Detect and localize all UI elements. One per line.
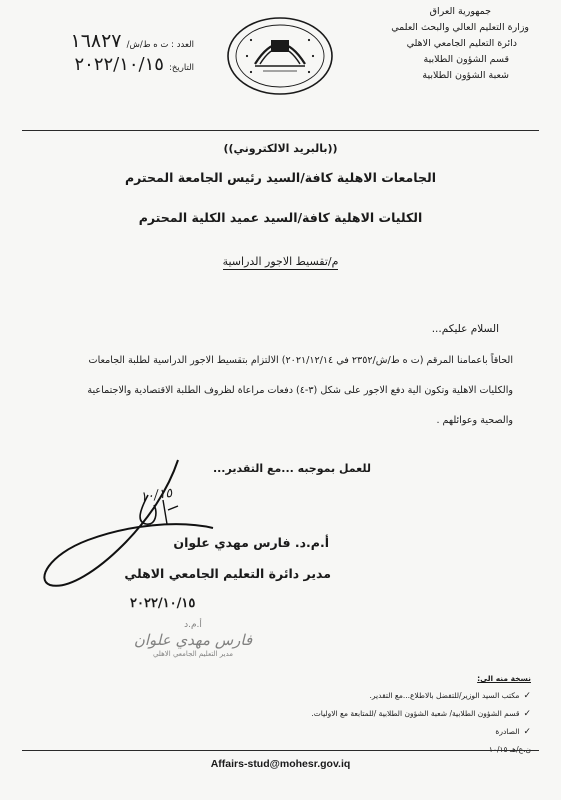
subject-line <box>0 250 561 270</box>
letter-body <box>38 350 513 432</box>
name-stamp <box>118 620 268 658</box>
checkmark-icon: ✓ <box>523 709 531 719</box>
header-department: قسم الشؤون الطلابية <box>423 54 509 65</box>
closing-line: للعمل بموجبه ...مع التقدير... <box>212 462 371 475</box>
cc-item: ✓قسم الشؤون الطلابية/ شعبة الشؤون الطلابية /للمتابعة مع الاوليات. <box>311 709 531 719</box>
footer-email: Affairs-stud@mohesr.gov.iq <box>210 758 351 770</box>
handwritten-date: ١٠/١٥ <box>139 485 174 506</box>
handwritten-signature-icon <box>28 450 228 610</box>
date-label: التاريخ: <box>169 63 194 73</box>
checkmark-icon: ✓ <box>523 727 531 737</box>
cc-footer-note: ن.ع/هـ ١٠/١٥ <box>488 745 531 754</box>
header-directorate: دائرة التعليم الجامعي الاهلي <box>406 38 517 49</box>
header-ministry-block <box>329 4 529 84</box>
body-line: الحاقاً باعمامنا المرقم (ت ه ط/ش/٢٣٥٢ في ٢٠٢١/١٢/١٤) الالتزام بتقسيط الاجور الدراسية لطلبة الجامعات <box>88 355 513 366</box>
body-line: والصحية وعوائلهم . <box>436 415 513 426</box>
date-value: ٢٠٢٢/١٠/١٥ <box>74 54 164 75</box>
signature-date: ٢٠٢٢/١٠/١٥ <box>130 596 196 611</box>
header-ministry: وزارة التعليم العالي والبحث العلمي <box>391 22 529 33</box>
reference-row <box>34 30 194 52</box>
cc-title: نسخة منه الى: <box>477 674 531 683</box>
subject-text: م/تقسيط الاجور الدراسية <box>222 255 339 268</box>
signatory-title: مدير دائرة التعليم الجامعي الاهلي <box>124 566 331 581</box>
header-section: شعبة الشؤون الطلابية <box>422 70 509 81</box>
addressee-colleges: الكليات الاهلية كافة/السيد عميد الكلية المحترم <box>138 210 423 225</box>
checkmark-icon: ✓ <box>523 691 531 701</box>
stamp-caption: مدير التعليم الجامعي الاهلي <box>152 650 234 658</box>
reference-number: ١٦٨٢٧ <box>70 30 122 52</box>
cc-item: ✓الصادرة <box>495 727 531 737</box>
reference-label: العدد : ت ه ط/ش/ <box>126 40 194 50</box>
date-row <box>34 54 194 75</box>
stamp-prefix: أ.م.د <box>184 620 202 630</box>
reference-block <box>34 30 194 75</box>
stamp-name: فارس مهدي علوان <box>133 631 253 649</box>
header-country: جمهورية العراق <box>429 6 491 17</box>
email-delivery-note: ((بالبريد الالكتروني)) <box>223 142 338 155</box>
cc-item: ✓مكتب السيد الوزير/للتفضل بالاطلاع...مع التقدير. <box>369 691 531 701</box>
ministry-seal <box>225 16 335 96</box>
addressee-universities: الجامعات الاهلية كافة/السيد رئيس الجامعة المحترم <box>125 170 436 185</box>
seal-emblem-icon <box>225 16 335 96</box>
cc-block <box>271 672 531 756</box>
header-divider <box>22 130 539 131</box>
footer-divider <box>22 750 539 751</box>
greeting: السلام عليكم... <box>431 323 499 335</box>
body-line: والكليات الاهلية وتكون الية دفع الاجور على شكل (٣-٤) دفعات مراعاة لظروف الطلبة الاقتصادية والاجتماعية <box>87 385 513 396</box>
signatory-name: أ.م.د. فارس مهدي علوان <box>173 535 329 550</box>
